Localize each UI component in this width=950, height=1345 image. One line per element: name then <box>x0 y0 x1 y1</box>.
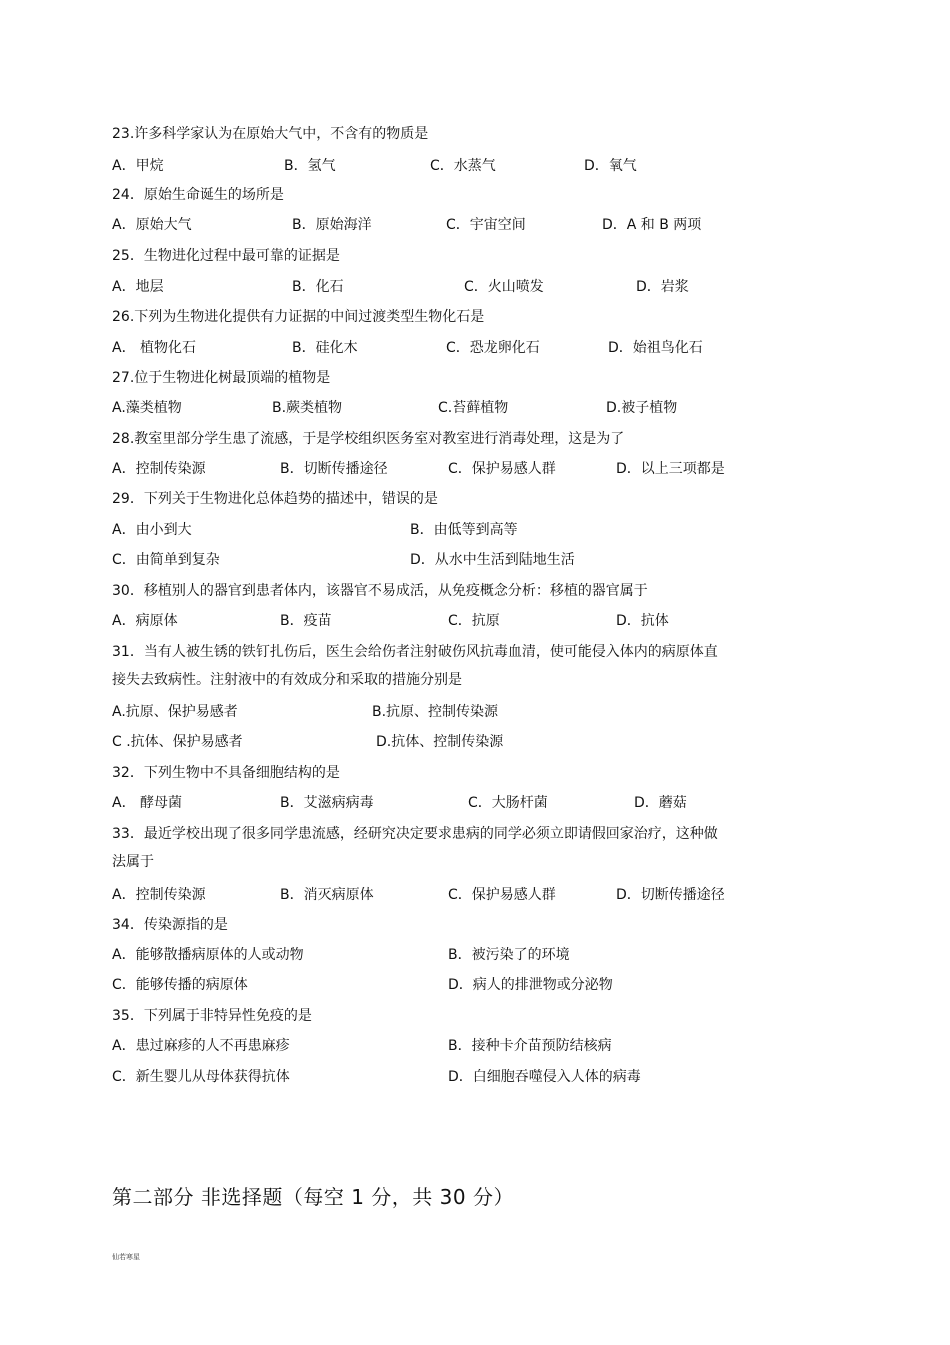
answer-option: A．能够散播病原体的人或动物 <box>112 947 304 963</box>
answer-option: A．控制传染源 <box>112 461 206 477</box>
answer-option: A． 酵母菌 <box>112 795 183 811</box>
answer-option: D．白细胞吞噬侵入人体的病毒 <box>448 1069 641 1085</box>
answer-option: C．新生婴儿从母体获得抗体 <box>112 1069 290 1085</box>
answer-option: C．抗原 <box>448 613 500 629</box>
answer-option: B．被污染了的环境 <box>448 947 570 963</box>
answer-option: C．火山喷发 <box>464 279 544 295</box>
answer-option: D.抗体、控制传染源 <box>376 734 504 750</box>
answer-option: B．消灭病原体 <box>280 887 374 903</box>
question-stem: 33．最近学校出现了很多同学患流感，经研究决定要求患病的同学必须立即请假回家治疗，这种做 <box>112 826 718 842</box>
answer-option: B．原始海洋 <box>292 217 372 233</box>
question-stem: 32．下列生物中不具备细胞结构的是 <box>112 765 340 781</box>
answer-option: C.苔藓植物 <box>438 400 509 416</box>
answer-option: A．控制传染源 <box>112 887 206 903</box>
answer-option: D.被子植物 <box>606 400 678 416</box>
answer-option: B．氢气 <box>284 158 336 174</box>
answer-option: A．患过麻疹的人不再患麻疹 <box>112 1038 290 1054</box>
answer-option: B．由低等到高等 <box>410 522 518 538</box>
answer-option: C．保护易感人群 <box>448 461 556 477</box>
answer-option: D．从水中生活到陆地生活 <box>410 552 575 568</box>
answer-option: B.抗原、控制传染源 <box>372 704 499 720</box>
answer-option: B.蕨类植物 <box>272 400 343 416</box>
answer-option: D．蘑菇 <box>634 795 687 811</box>
question-stem: 25．生物进化过程中最可靠的证据是 <box>112 248 340 264</box>
question-stem-cont: 法属于 <box>112 854 154 870</box>
question-stem-cont: 接失去致病性。注射液中的有效成分和采取的措施分别是 <box>112 672 462 688</box>
answer-option: A.藻类植物 <box>112 400 182 416</box>
question-stem: 23.许多科学家认为在原始大气中，不含有的物质是 <box>112 126 429 142</box>
question-stem: 26.下列为生物进化提供有力证据的中间过渡类型生物化石是 <box>112 309 485 325</box>
answer-option: D．以上三项都是 <box>616 461 725 477</box>
answer-option: A．由小到大 <box>112 522 192 538</box>
answer-option: C．大肠杆菌 <box>468 795 548 811</box>
answer-option: D．病人的排泄物或分泌物 <box>448 977 613 993</box>
answer-option: D．切断传播途径 <box>616 887 725 903</box>
answer-option: B．化石 <box>292 279 344 295</box>
answer-option: D．A 和 B 两项 <box>602 217 702 233</box>
answer-option: D．始祖鸟化石 <box>608 340 703 356</box>
answer-option: C .抗体、保护易感者 <box>112 734 243 750</box>
question-stem: 31．当有人被生锈的铁钉扎伤后，医生会给伤者注射破伤风抗毒血清，使可能侵入体内的病原体直 <box>112 644 718 660</box>
answer-option: A．甲烷 <box>112 158 164 174</box>
answer-option: A.抗原、保护易感者 <box>112 704 238 720</box>
answer-option: C．保护易感人群 <box>448 887 556 903</box>
answer-option: B．疫苗 <box>280 613 332 629</box>
question-stem: 29．下列关于生物进化总体趋势的描述中，错误的是 <box>112 491 438 507</box>
question-stem: 30．移植别人的器官到患者体内，该器官不易成活，从免疫概念分析：移植的器官属于 <box>112 583 648 599</box>
answer-option: D．氧气 <box>584 158 637 174</box>
answer-option: B．硅化木 <box>292 340 358 356</box>
answer-option: C．宇宙空间 <box>446 217 526 233</box>
answer-option: A．原始大气 <box>112 217 192 233</box>
answer-option: B．切断传播途径 <box>280 461 388 477</box>
answer-option: B．接种卡介苗预防结核病 <box>448 1038 612 1054</box>
answer-option: C．能够传播的病原体 <box>112 977 248 993</box>
answer-option: A． 植物化石 <box>112 340 197 356</box>
page-footer: 仙若寒星 <box>112 1253 140 1261</box>
answer-option: B．艾滋病病毒 <box>280 795 374 811</box>
answer-option: D．岩浆 <box>636 279 689 295</box>
question-stem: 24．原始生命诞生的场所是 <box>112 187 284 203</box>
answer-option: A．病原体 <box>112 613 178 629</box>
answer-option: C．恐龙卵化石 <box>446 340 540 356</box>
question-stem: 34．传染源指的是 <box>112 917 228 933</box>
question-stem: 35．下列属于非特异性免疫的是 <box>112 1008 312 1024</box>
answer-option: D．抗体 <box>616 613 669 629</box>
section-title: 第二部分 非选择题（每空 1 分，共 30 分） <box>112 1185 514 1209</box>
answer-option: A．地层 <box>112 279 164 295</box>
answer-option: C．由简单到复杂 <box>112 552 220 568</box>
question-stem: 27.位于生物进化树最顶端的植物是 <box>112 370 331 386</box>
answer-option: C．水蒸气 <box>430 158 496 174</box>
question-stem: 28.教室里部分学生患了流感，于是学校组织医务室对教室进行消毒处理，这是为了 <box>112 431 625 447</box>
